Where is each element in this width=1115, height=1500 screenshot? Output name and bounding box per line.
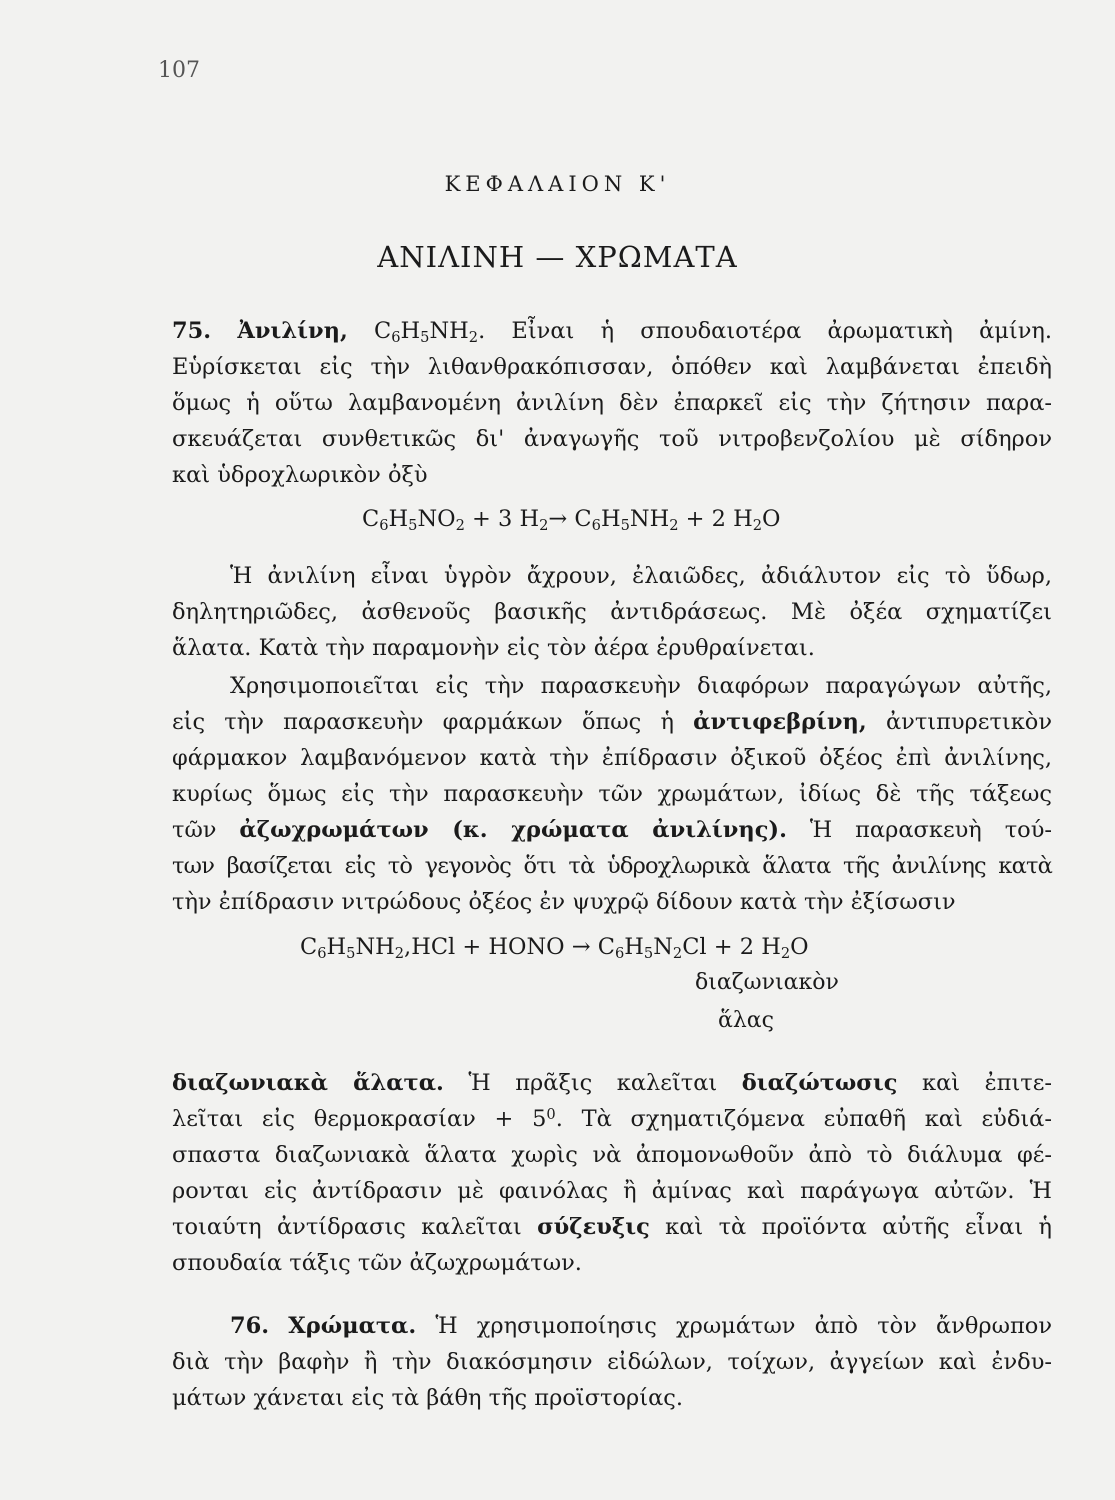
sec75-number: 75. [172, 318, 212, 344]
equation-diazotization: $C_6H_5NH_2,HCl$ + HONO → $C_6H_5N_2Cl + 2$ $H_2O$ [300, 934, 809, 962]
term-diazotization: διαζώτωσις [741, 1070, 898, 1096]
term-antifebrine: ἀντιφεβρίνη, [693, 709, 867, 735]
para2-line-3: ἅλατα. Κατὰ τὴν παραμονὴν εἰς τὸν ἀέρα ἐρυθραίνεται. [172, 635, 815, 661]
term-coupling: σύζευξις [537, 1214, 650, 1240]
sec76-title: Χρώματα. [288, 1313, 417, 1339]
term-azo-dyes: ἀζωχρωμάτων (κ. χρώματα ἀνιλίνης). [239, 817, 787, 843]
para3-line-2: εἰς τὴν παρασκευὴν φαρμάκων ὅπως ἡ ἀντιφεβρίνη, ἀντιπυρετικὸν [172, 709, 1052, 735]
sec75-line-5: καὶ ὑδροχλωρικὸν ὀξὺ [172, 462, 428, 488]
para4-line-4: ρονται εἰς ἀντίδρασιν μὲ φαινόλας ἢ ἀμίνας καὶ παράγωγα αὐτῶν. Ἡ [172, 1178, 1052, 1204]
sec76-line-2: διὰ τὴν βαφὴν ἢ τὴν διακόσμησιν εἰδώλων, τοίχων, ἀγγείων καὶ ἐνδυ- [172, 1349, 1052, 1375]
sec75-line-4: σκευάζεται συνθετικῶς δι' ἀναγωγῆς τοῦ νιτροβενζολίου μὲ σίδηρον [172, 426, 1052, 452]
eq-label-diazonium: διαζωνιακὸν [695, 970, 839, 995]
sec75-line-2: Εὑρίσκεται εἰς τὴν λιθανθρακόπισσαν, ὁπόθεν καὶ λαμβάνεται ἐπειδὴ [172, 354, 1052, 380]
chapter-heading: ΚΕΦΑΛΑΙΟΝ Κ' [444, 172, 671, 196]
aniline-formula: $C_6H_5NH_2$ [374, 318, 479, 346]
para4-line-5: τοιαύτη ἀντίδρασις καλεῖται σύζευξις καὶ τὰ προϊόντα αὐτῆς εἶναι ἡ [172, 1214, 1052, 1240]
para4-line-6: σπουδαία τάξις τῶν ἀζωχρωμάτων. [172, 1250, 582, 1276]
sec76-number: 76. [230, 1313, 270, 1339]
para2-line-2: δηλητηριῶδες, ἀσθενοῦς βασικῆς ἀντιδράσεως. Μὲ ὀξέα σχηματίζει [172, 599, 1052, 625]
para2-line-1: Ἡ ἀνιλίνη εἶναι ὑγρὸν ἄχρουν, ἐλαιῶδες, ἀδιάλυτον εἰς τὸ ὕδωρ, [230, 563, 1052, 589]
page-number: 107 [158, 58, 200, 83]
sec75-line-1: 75. Ἀνιλίνη, $C_6H_5NH_2$. Εἶναι ἡ σπουδαιοτέρα ἀρωματικὴ ἀμίνη. [172, 318, 1053, 346]
para3-line-5: τῶν ἀζωχρωμάτων (κ. χρώματα ἀνιλίνης). Ἡ παρασκευὴ τού- [172, 817, 1052, 843]
para3-line-1: Χρησιμοποιεῖται εἰς τὴν παρασκευὴν διαφόρων παραγώγων αὐτῆς, [230, 673, 1052, 699]
arrow-icon: → [548, 506, 568, 532]
arrow-icon: → [571, 934, 591, 960]
para3-line-4: κυρίως ὅμως εἰς τὴν παρασκευὴν τῶν χρωμάτων, ἰδίως δὲ τῆς τάξεως [172, 781, 1052, 807]
para4-line-2: λεῖται εἰς $\theta\varepsilon\rho\mu o\kappa\rho\alpha\sigma ί\alpha\nu + 5^0$. Τὰ σχηματιζόμενα εὐπαθῆ καὶ εὐδιά- [172, 1106, 1052, 1132]
eq-label-salt: ἅλας [718, 1008, 774, 1033]
chapter-title: ΑΝΙΛΙΝΗ — ΧΡΩΜΑΤΑ [377, 240, 738, 274]
para3-line-6: των βασίζεται εἰς τὸ γεγονὸς ὅτι τὰ ὑδροχλωρικὰ ἅλατα τῆς ἀνιλίνης κατὰ [172, 853, 1052, 879]
sec76-line-3: μάτων χάνεται εἰς τὰ βάθη τῆς προϊστορίας. [172, 1385, 684, 1411]
equation-reduction: $C_6H_5NO_2 + 3$ $H_2\to C_6H_5NH_2 + 2$ $H_2O$ [362, 506, 781, 534]
sec75-line-3: ὅμως ἡ οὕτω λαμβανομένη ἀνιλίνη δὲν ἐπαρκεῖ εἰς τὴν ζήτησιν παρα- [172, 390, 1052, 416]
para4-line-1: διαζωνιακὰ ἅλατα. Ἡ πρᾶξις καλεῖται διαζώτωσις καὶ ἐπιτε- [172, 1070, 1053, 1096]
para3-line-3: φάρμακον λαμβανόμενον κατὰ τὴν ἐπίδρασιν ὀξικοῦ ὀξέος ἐπὶ ἀνιλίνης, [172, 745, 1052, 771]
sec76-line-1: 76. Χρώματα. Ἡ χρησιμοποίησις χρωμάτων ἀπὸ τὸν ἄνθρωπον [230, 1313, 1052, 1339]
sec75-title: Ἀνιλίνη, [237, 318, 348, 344]
term-diazonium-salts: διαζωνιακὰ ἅλατα. [172, 1070, 444, 1096]
para3-line-7: τὴν ἐπίδρασιν νιτρώδους ὀξέος ἐν ψυχρῷ δίδουν κατὰ τὴν ἐξίσωσιν [172, 889, 956, 915]
para4-line-3: σπαστα διαζωνιακὰ ἅλατα χωρὶς νὰ ἀπομονωθοῦν ἀπὸ τὸ διάλυμα φέ- [172, 1142, 1052, 1168]
